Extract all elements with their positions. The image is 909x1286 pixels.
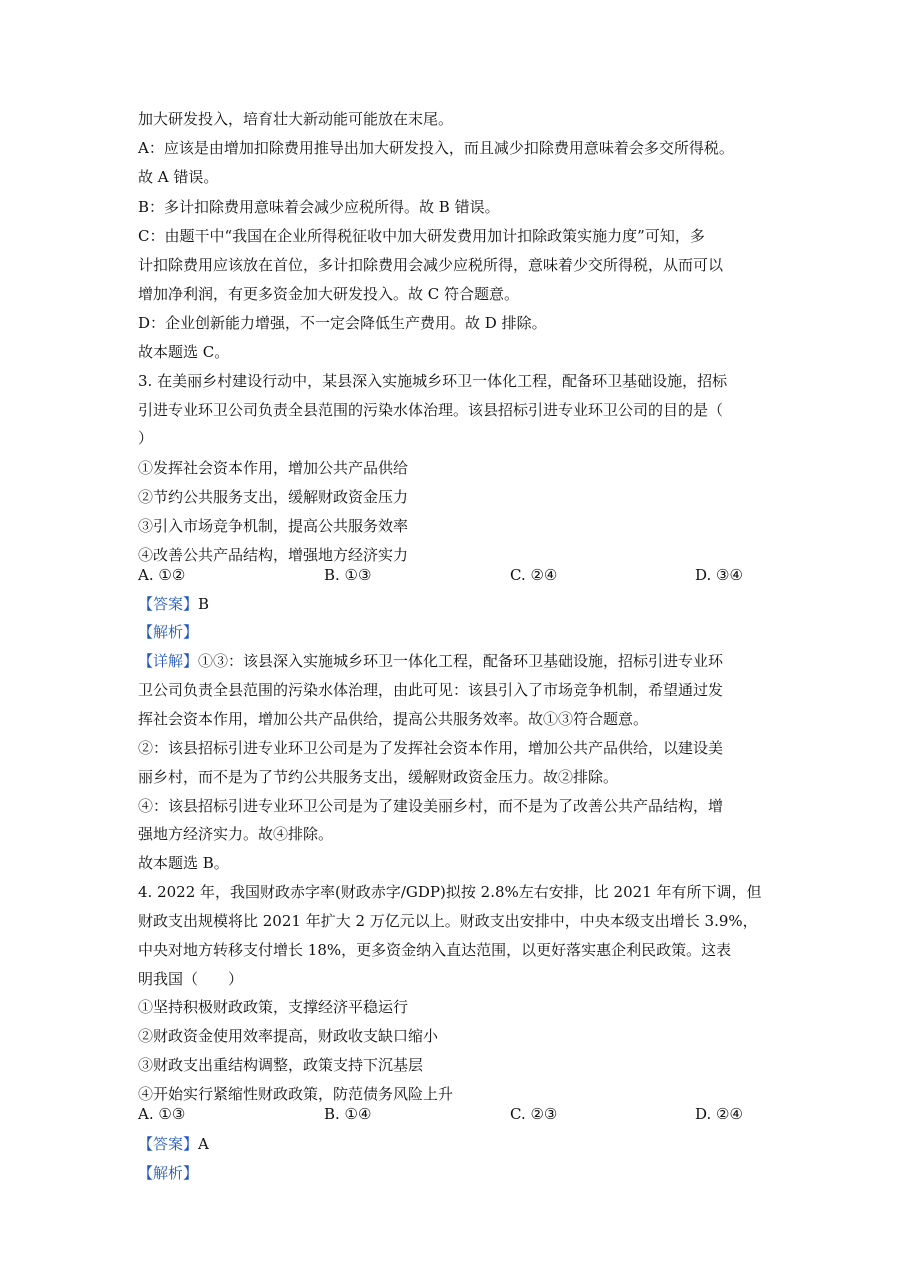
q4-answer-tag: 【答案】 — [138, 1135, 199, 1153]
q3-detail-5: 丽乡村，而不是为了节约公共服务支出，缓解财政资金压力。故②排除。 — [138, 768, 619, 786]
q4-option-c: C. ②③ — [510, 1105, 558, 1123]
q3-detail-tag: 【详解】 — [138, 652, 199, 670]
q3-item-3: ③引入市场竞争机制，提高公共服务效率 — [138, 517, 409, 535]
q2-line-9: 故本题选 C。 — [138, 343, 230, 361]
q2-line-3: 故 A 错误。 — [138, 168, 219, 186]
q4-option-b: B. ①④ — [324, 1105, 372, 1123]
q4-analysis-tag: 【解析】 — [138, 1164, 199, 1182]
q3-detail-7: 强地方经济实力。故④排除。 — [138, 825, 334, 843]
q2-line-7: 增加净利润，有更多资金加大研发投入。故 C 符合题意。 — [138, 285, 520, 303]
q2-line-5: C：由题干中“我国在企业所得税征收中加大研发费用加计扣除政策实施力度”可知，多 — [138, 227, 705, 245]
q3-detail-4: ②：该县招标引进专业环卫公司是为了发挥社会资本作用，增加公共产品供给，以建设美 — [138, 739, 724, 757]
q3-answer-value: B — [198, 595, 210, 613]
q2-line-4: B：多计扣除费用意味着会减少应税所得。故 B 错误。 — [138, 198, 500, 216]
q3-detail-8: 故本题选 B。 — [138, 854, 229, 872]
q3-item-1: ①发挥社会资本作用，增加公共产品供给 — [138, 459, 409, 477]
q2-line-1: 加大研发投入，培育壮大新动能可能放在末尾。 — [138, 110, 454, 128]
q4-answer — [138, 1134, 778, 1154]
q2-line-8: D：企业创新能力增强，不一定会降低生产费用。故 D 排除。 — [138, 314, 547, 332]
q4-item-1: ①坚持积极财政政策，支撑经济平稳运行 — [138, 998, 409, 1016]
q2-line-2: A：应该是由增加扣除费用推导出加大研发投入，而且减少扣除费用意味着会多交所得税。 — [138, 139, 734, 157]
q2-line-6: 计扣除费用应该放在首位，多计扣除费用会减少应税所得，意味着少交所得税，从而可以 — [138, 256, 724, 274]
q3-detail-1: 【详解】①③：该县深入实施城乡环卫一体化工程，配备环卫基础设施，招标引进专业环 — [138, 652, 724, 670]
q4-answer-value: A — [198, 1135, 209, 1153]
q3-stem-1: 3. 在美丽乡村建设行动中，某县深入实施城乡环卫一体化工程，配备环卫基础设施，招标 — [138, 372, 728, 390]
q4-options — [138, 1104, 778, 1124]
q3-answer-tag: 【答案】 — [138, 595, 199, 613]
q3-option-c: C. ②④ — [510, 566, 558, 584]
q3-options — [138, 565, 778, 585]
q4-stem-4: 明我国（ ） — [138, 970, 244, 988]
q4-item-2: ②财政资金使用效率提高，财政收支缺口缩小 — [138, 1027, 439, 1045]
q4-stem-2: 财政支出规模将比 2021 年扩大 2 万亿元以上。财政支出安排中，中央本级支出增长 3.9%， — [138, 912, 758, 930]
q3-stem-2: 引进专业环卫公司负责全县范围的污染水体治理。该县招标引进专业环卫公司的目的是（ — [138, 401, 724, 419]
q3-option-b: B. ①③ — [324, 566, 372, 584]
q3-item-2: ②节约公共服务支出，缓解财政资金压力 — [138, 488, 409, 506]
q3-detail-3: 挥社会资本作用，增加公共产品供给，提高公共服务效率。故①③符合题意。 — [138, 710, 649, 728]
q4-stem-1: 4. 2022 年，我国财政赤字率(财政赤字/GDP)拟按 2.8%左右安排，比 2021 年有所下调，但 — [138, 883, 762, 901]
q4-option-a: A. ①③ — [138, 1105, 186, 1123]
q4-item-4: ④开始实行紧缩性财政政策，防范债务风险上升 — [138, 1085, 454, 1103]
q3-item-4: ④改善公共产品结构，增强地方经济实力 — [138, 546, 409, 564]
q4-item-3: ③财政支出重结构调整，政策支持下沉基层 — [138, 1056, 424, 1074]
q3-analysis-tag: 【解析】 — [138, 623, 199, 641]
q3-option-d: D. ③④ — [695, 566, 743, 584]
q3-detail-2: 卫公司负责全县范围的污染水体治理，由此可见：该县引入了市场竞争机制，希望通过发 — [138, 681, 724, 699]
q3-option-a: A. ①② — [138, 566, 186, 584]
q4-option-d: D. ②④ — [695, 1105, 743, 1123]
q3-answer — [138, 594, 778, 614]
q3-detail-6: ④：该县招标引进专业环卫公司是为了建设美丽乡村，而不是为了改善公共产品结构，增 — [138, 797, 724, 815]
q4-stem-3: 中央对地方转移支付增长 18%，更多资金纳入直达范围，以更好落实惠企利民政策。这表 — [138, 941, 732, 959]
q3-stem-3: ） — [138, 429, 154, 447]
